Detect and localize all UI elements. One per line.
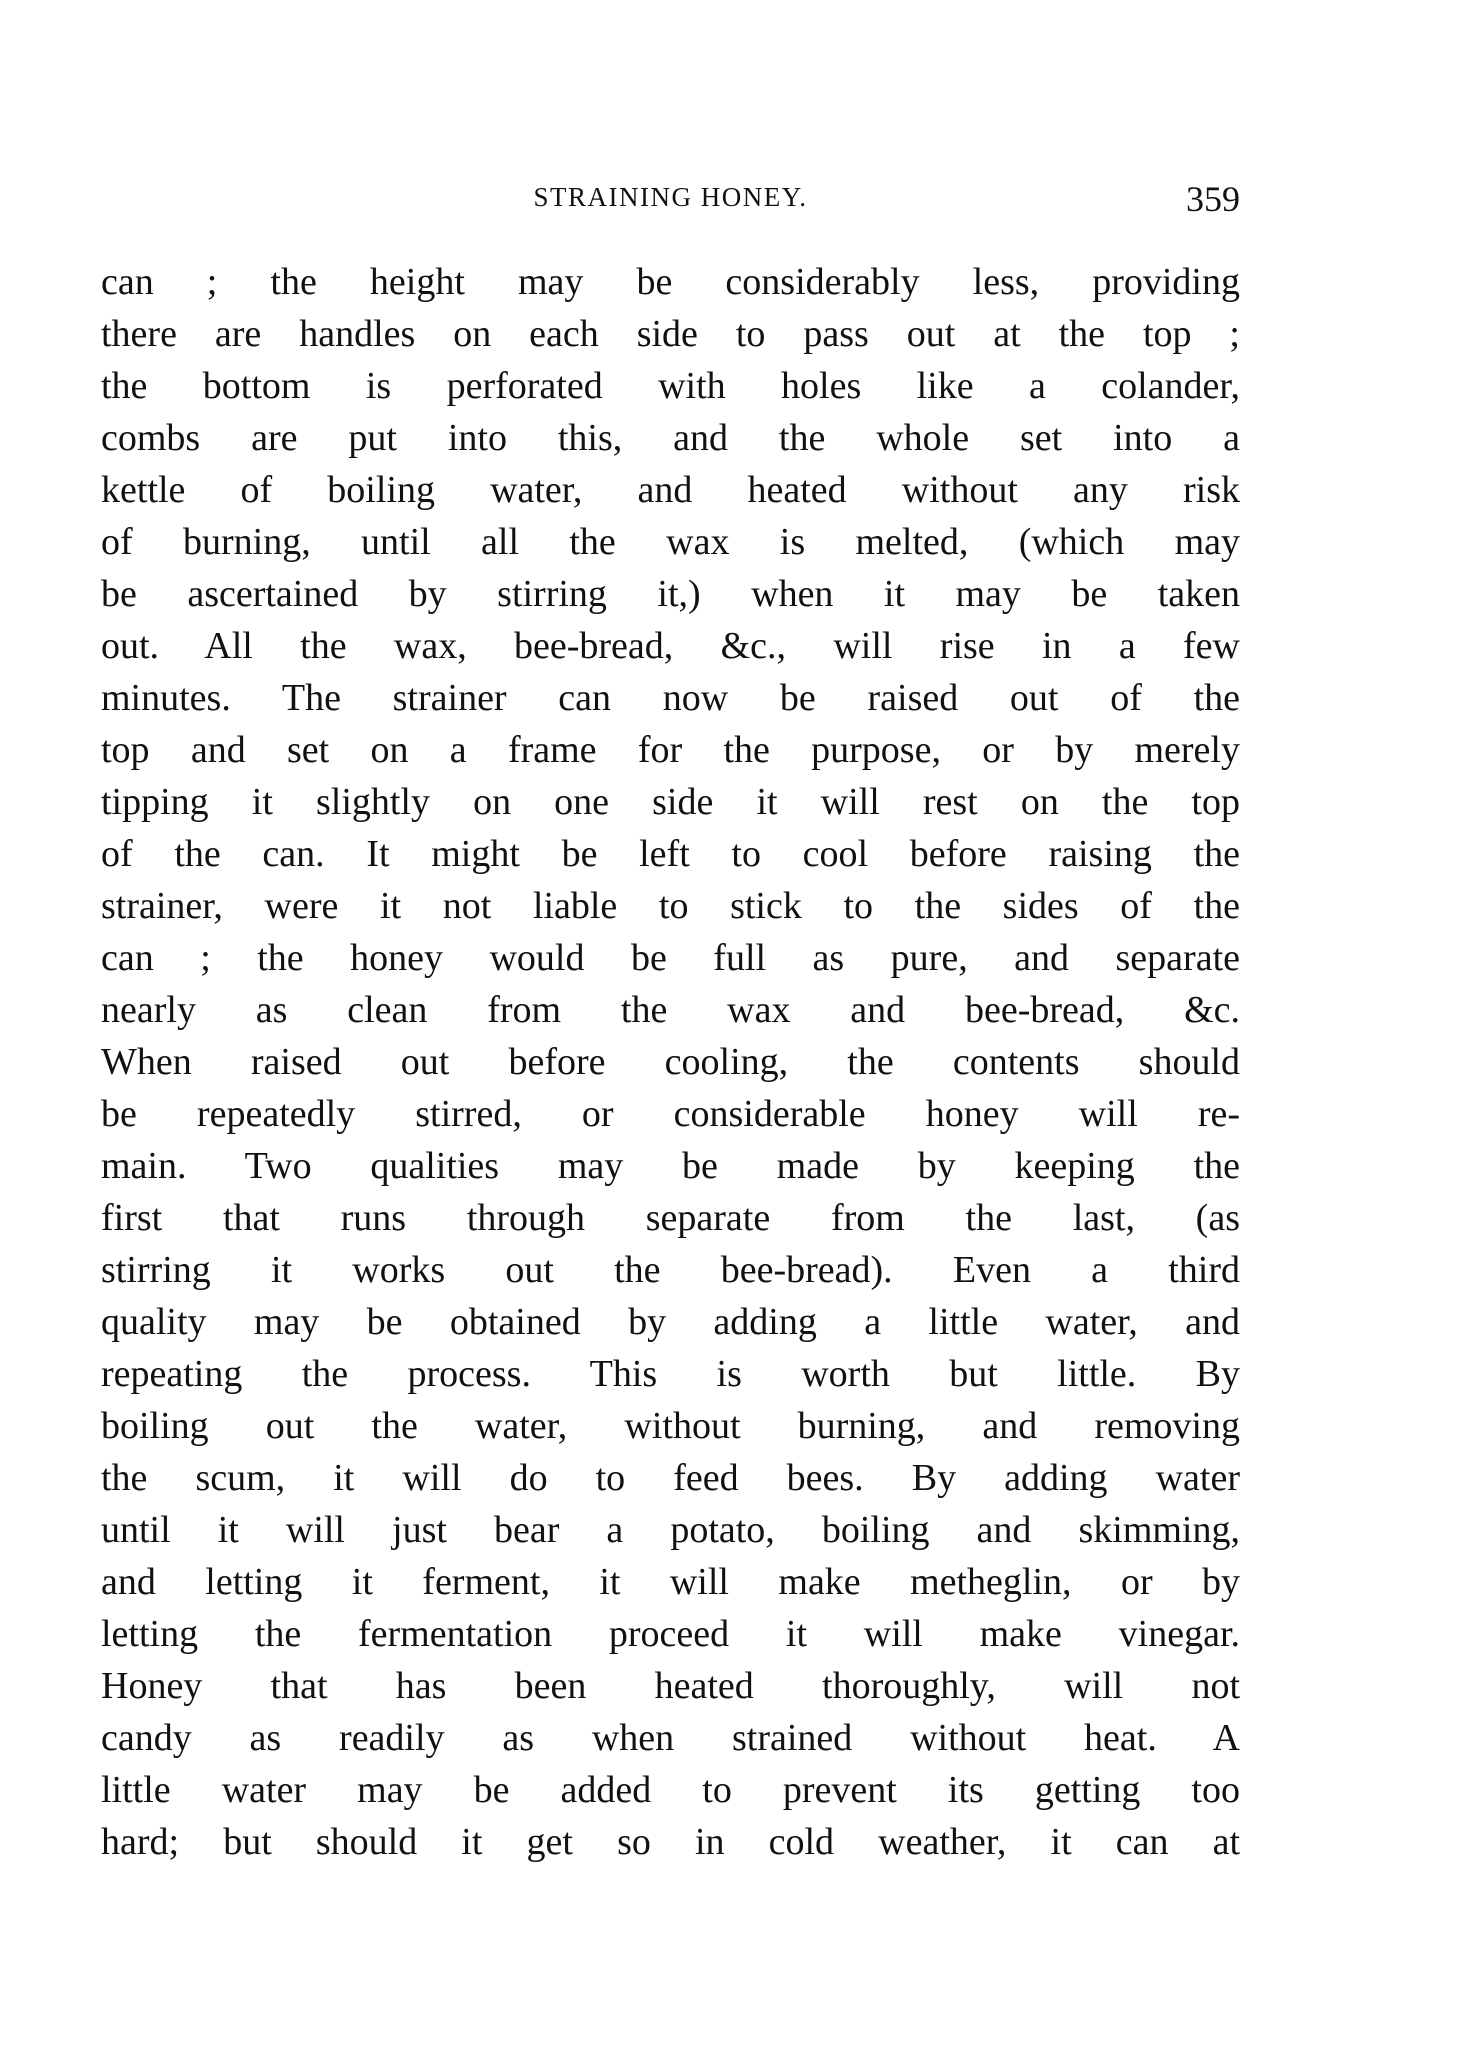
text-line: be repeatedly stirred, or considerable honey will re-: [101, 1093, 1240, 1135]
text-line: When raised out before cooling, the contents should: [101, 1041, 1240, 1083]
text-line: out. All the wax, bee-bread, &c., will rise in a few: [101, 625, 1240, 667]
text-line: there are handles on each side to pass out at the top ;: [101, 313, 1240, 355]
text-line: first that runs through separate from the last, (as: [101, 1197, 1240, 1239]
text-line: can ; the height may be considerably less, providing: [101, 261, 1240, 303]
text-line: little water may be added to prevent its getting too: [101, 1769, 1240, 1811]
text-line: of the can. It might be left to cool before raising the: [101, 833, 1240, 875]
text-line: letting the fermentation proceed it will make vinegar.: [101, 1613, 1240, 1655]
page-number: 359: [1186, 179, 1240, 219]
text-line: can ; the honey would be full as pure, and separate: [101, 937, 1240, 979]
text-line: top and set on a frame for the purpose, or by merely: [101, 729, 1240, 771]
text-line: repeating the process. This is worth but little. By: [101, 1353, 1240, 1395]
text-line: stirring it works out the bee-bread). Even a third: [101, 1249, 1240, 1291]
text-line: quality may be obtained by adding a little water, and: [101, 1301, 1240, 1343]
text-line: the bottom is perforated with holes like a colander,: [101, 365, 1240, 407]
text-line: combs are put into this, and the whole set into a: [101, 417, 1240, 459]
text-line: the scum, it will do to feed bees. By adding water: [101, 1457, 1240, 1499]
text-line: of burning, until all the wax is melted, (which may: [101, 521, 1240, 563]
text-line: and letting it ferment, it will make metheglin, or by: [101, 1561, 1240, 1603]
text-line: nearly as clean from the wax and bee-bread, &c.: [101, 989, 1240, 1031]
text-line: strainer, were it not liable to stick to the sides of the: [101, 885, 1240, 927]
text-line: Honey that has been heated thoroughly, will not: [101, 1665, 1240, 1707]
text-line: boiling out the water, without burning, and removing: [101, 1405, 1240, 1447]
text-line: main. Two qualities may be made by keeping the: [101, 1145, 1240, 1187]
text-line: minutes. The strainer can now be raised out of the: [101, 677, 1240, 719]
page-header: [101, 178, 1240, 218]
text-line: candy as readily as when strained without heat. A: [101, 1717, 1240, 1759]
running-title: STRAINING HONEY.: [533, 182, 808, 212]
text-line: until it will just bear a potato, boiling and skimming,: [101, 1509, 1240, 1551]
text-line: tipping it slightly on one side it will rest on the top: [101, 781, 1240, 823]
text-line: kettle of boiling water, and heated without any risk: [101, 469, 1240, 511]
text-line: hard; but should it get so in cold weather, it can at: [101, 1821, 1240, 1863]
text-line: be ascertained by stirring it,) when it may be taken: [101, 573, 1240, 615]
body-text: [101, 256, 1240, 1868]
